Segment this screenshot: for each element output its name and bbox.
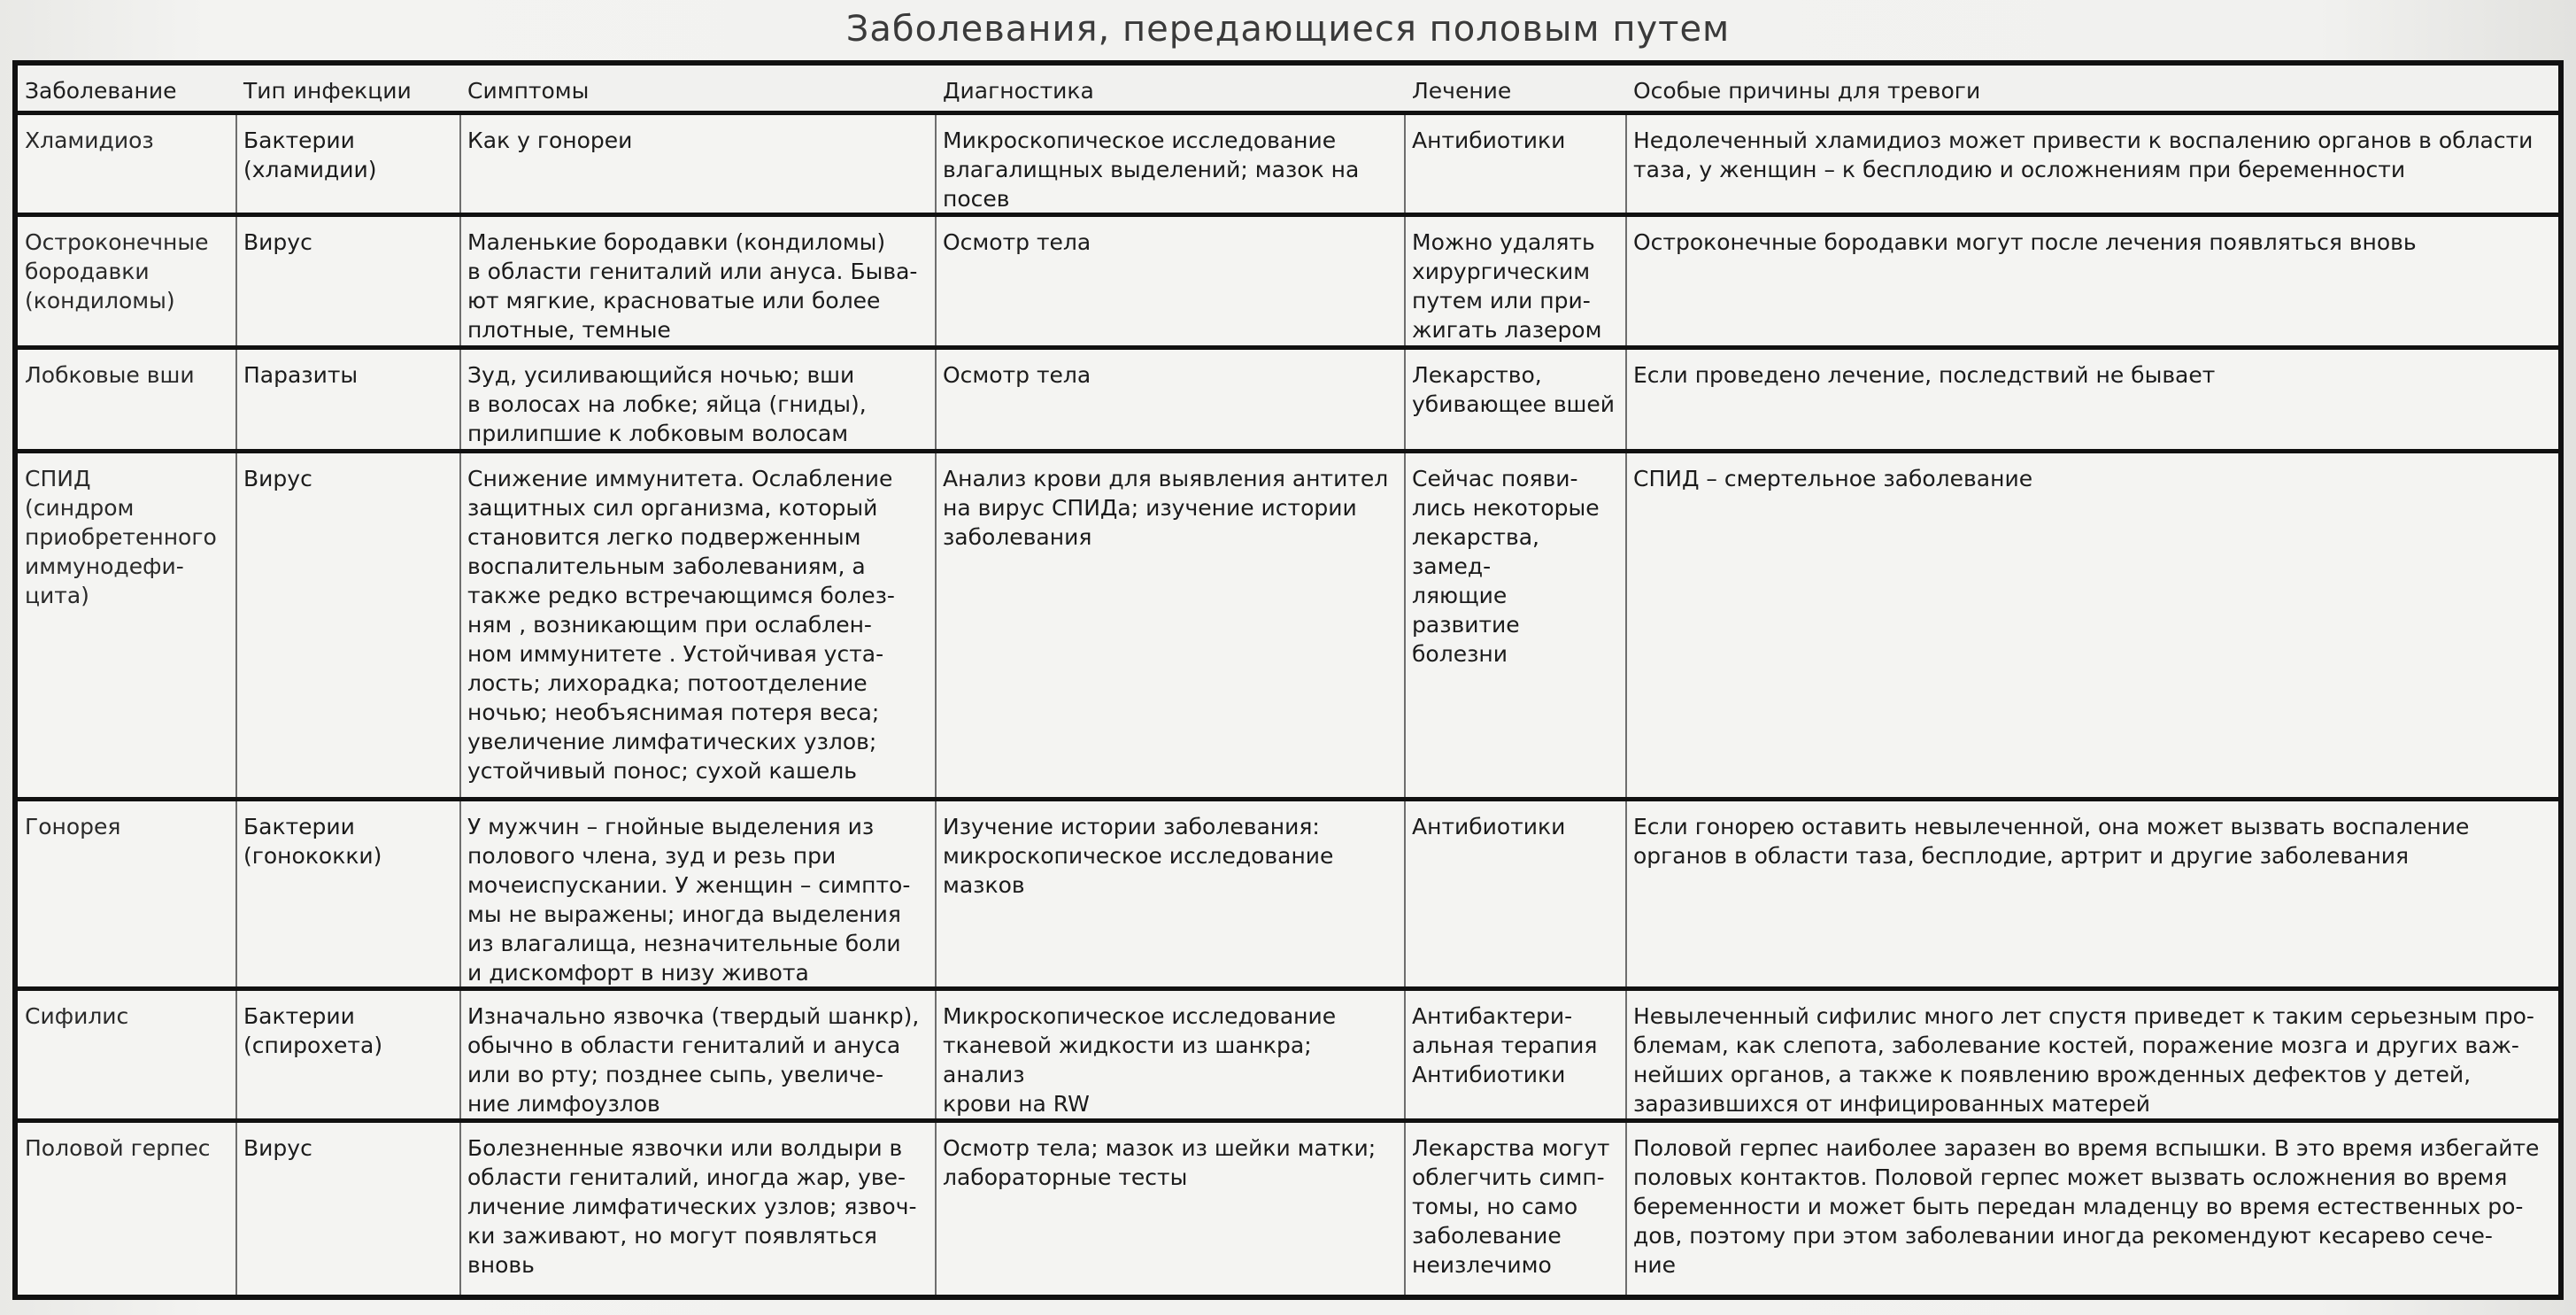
header-disease: Заболевание	[25, 78, 177, 104]
infection-type: Паразиты	[243, 362, 359, 388]
symptoms: У мужчин – гнойные выделения из полового члена, зуд и резь при мочеиспускании. У женщин – симпто- мы не выражены; иногда выделения из влагалища, незначительные боли и дискомфорт в низу живота	[467, 814, 911, 986]
std-table	[12, 60, 2564, 1300]
table-row-genital-warts	[18, 217, 2558, 350]
table-row-gonorrhea	[18, 801, 2558, 991]
disease-name: СПИД (синдром приобретенного иммунодефи- цита)	[25, 466, 217, 608]
diagnosis: Анализ крови для выявления антител на вирус СПИДа; изучение истории заболевания	[943, 466, 1389, 550]
infection-type: Бактерии (хламидии)	[243, 128, 377, 182]
disease-name: Сифилис	[25, 1003, 129, 1029]
table-row-aids	[18, 453, 2558, 801]
symptoms: Как у гонореи	[467, 128, 633, 153]
concern: Невылеченный сифилис много лет спустя приведет к таким серьезным про- блемам, как слепота, заболевание костей, поражение мозга и других важ- нейших органов, а также к появлению врожденных дефектов у детей, заразившихся от инфицированных матерей	[1633, 1003, 2534, 1117]
header-diagnosis: Диагностика	[943, 78, 1094, 104]
disease-name: Половой герпес	[25, 1135, 211, 1161]
treatment: Антибиотики	[1412, 128, 1566, 153]
header-concerns: Особые причины для тревоги	[1633, 78, 1981, 104]
treatment: Лекарства могут облегчить симп- томы, но само заболевание неизлечимо	[1412, 1135, 1610, 1278]
infection-type: Вирус	[243, 229, 312, 255]
concern: Если проведено лечение, последствий не бывает	[1633, 362, 2216, 388]
concern: Недолеченный хламидиоз может привести к воспалению органов в области таза, у женщин – к бесплодию и осложнениям при беременности	[1633, 128, 2534, 182]
table-row-pubic-lice	[18, 350, 2558, 453]
symptoms: Маленькие бородавки (кондиломы) в области гениталий или ануса. Быва- ют мягкие, красноватые или более плотные, темные	[467, 229, 918, 343]
treatment: Сейчас появи- лись некоторые лекарства, замед- ляющие развитие болезни	[1412, 466, 1600, 667]
disease-name: Лобковые вши	[25, 362, 195, 388]
treatment: Антибактери- альная терапия Антибиотики	[1412, 1003, 1598, 1087]
concern: Половой герпес наиболее заразен во время вспышки. В это время избегайте половых контактов. Половой герпес может вызвать осложнения во время беременности и может быть передан младенцу во время естественных ро- дов, поэтому при этом заболевании иногда рекомендуют кесарево сече- ние	[1633, 1135, 2540, 1278]
disease-name: Остроконечные бородавки (кондиломы)	[25, 229, 209, 313]
header-infection-type: Тип инфекции	[243, 78, 412, 104]
symptoms: Зуд, усиливающийся ночью; вши в волосах на лобке; яйца (гниды), прилипшие к лобковым волосам	[467, 362, 867, 446]
diagnosis: Микроскопическое исследование влагалищных выделений; мазок на посев	[943, 128, 1360, 212]
concern: СПИД – смертельное заболевание	[1633, 466, 2033, 491]
treatment: Антибиотики	[1412, 814, 1566, 839]
diagnosis: Микроскопическое исследование тканевой жидкости из шанкра; анализ крови на RW	[943, 1003, 1337, 1117]
infection-type: Бактерии (спирохета)	[243, 1003, 383, 1058]
treatment: Лекарство, убивающее вшей	[1412, 362, 1616, 417]
disease-name: Хламидиоз	[25, 128, 154, 153]
diagnosis: Осмотр тела; мазок из шейки матки; лабораторные тесты	[943, 1135, 1377, 1190]
infection-type: Вирус	[243, 1135, 312, 1161]
diagnosis: Осмотр тела	[943, 362, 1091, 388]
diagnosis: Осмотр тела	[943, 229, 1091, 255]
concern: Остроконечные бородавки могут после лечения появляться вновь	[1633, 229, 2417, 255]
table-row-chlamydia	[18, 115, 2558, 217]
header-symptoms: Симптомы	[467, 78, 590, 104]
concern: Если гонорею оставить невылеченной, она может вызвать воспаление органов в области таза, бесплодие, артрит и другие заболевания	[1633, 814, 2470, 869]
header-treatment: Лечение	[1412, 78, 1512, 104]
infection-type: Бактерии (гонококки)	[243, 814, 382, 869]
disease-name: Гонорея	[25, 814, 121, 839]
treatment: Можно удалять хирургическим путем или при- жигать лазером	[1412, 229, 1602, 343]
page-title: Заболевания, передающиеся половым путем	[845, 9, 1731, 50]
symptoms: Болезненные язвочки или волдыри в области гениталий, иногда жар, уве- личение лимфатических узлов; язвоч- ки заживают, но могут появляться вновь	[467, 1135, 917, 1278]
table-row-syphilis	[18, 991, 2558, 1123]
table-header	[18, 66, 2558, 115]
infection-type: Вирус	[243, 466, 312, 491]
diagnosis: Изучение истории заболевания: микроскопическое исследование мазков	[943, 814, 1334, 898]
symptoms: Изначально язвочка (твердый шанкр), обычно в области гениталий и ануса или во рту; позднее сыпь, увеличе- ние лимфоузлов	[467, 1003, 920, 1117]
symptoms: Снижение иммунитета. Ослабление защитных сил организма, который становится легко подверженным воспалительным заболеваниям, а также редко встречающимся болез- ням , возникающим при ослаблен- ном иммунитете . Устойчивая уста- лость; лихорадка; потоотделение ночью; необъяснимая потеря веса; увеличение лимфатических узлов; устойчивый понос; сухой кашель	[467, 466, 895, 784]
table-row-genital-herpes	[18, 1123, 2558, 1295]
